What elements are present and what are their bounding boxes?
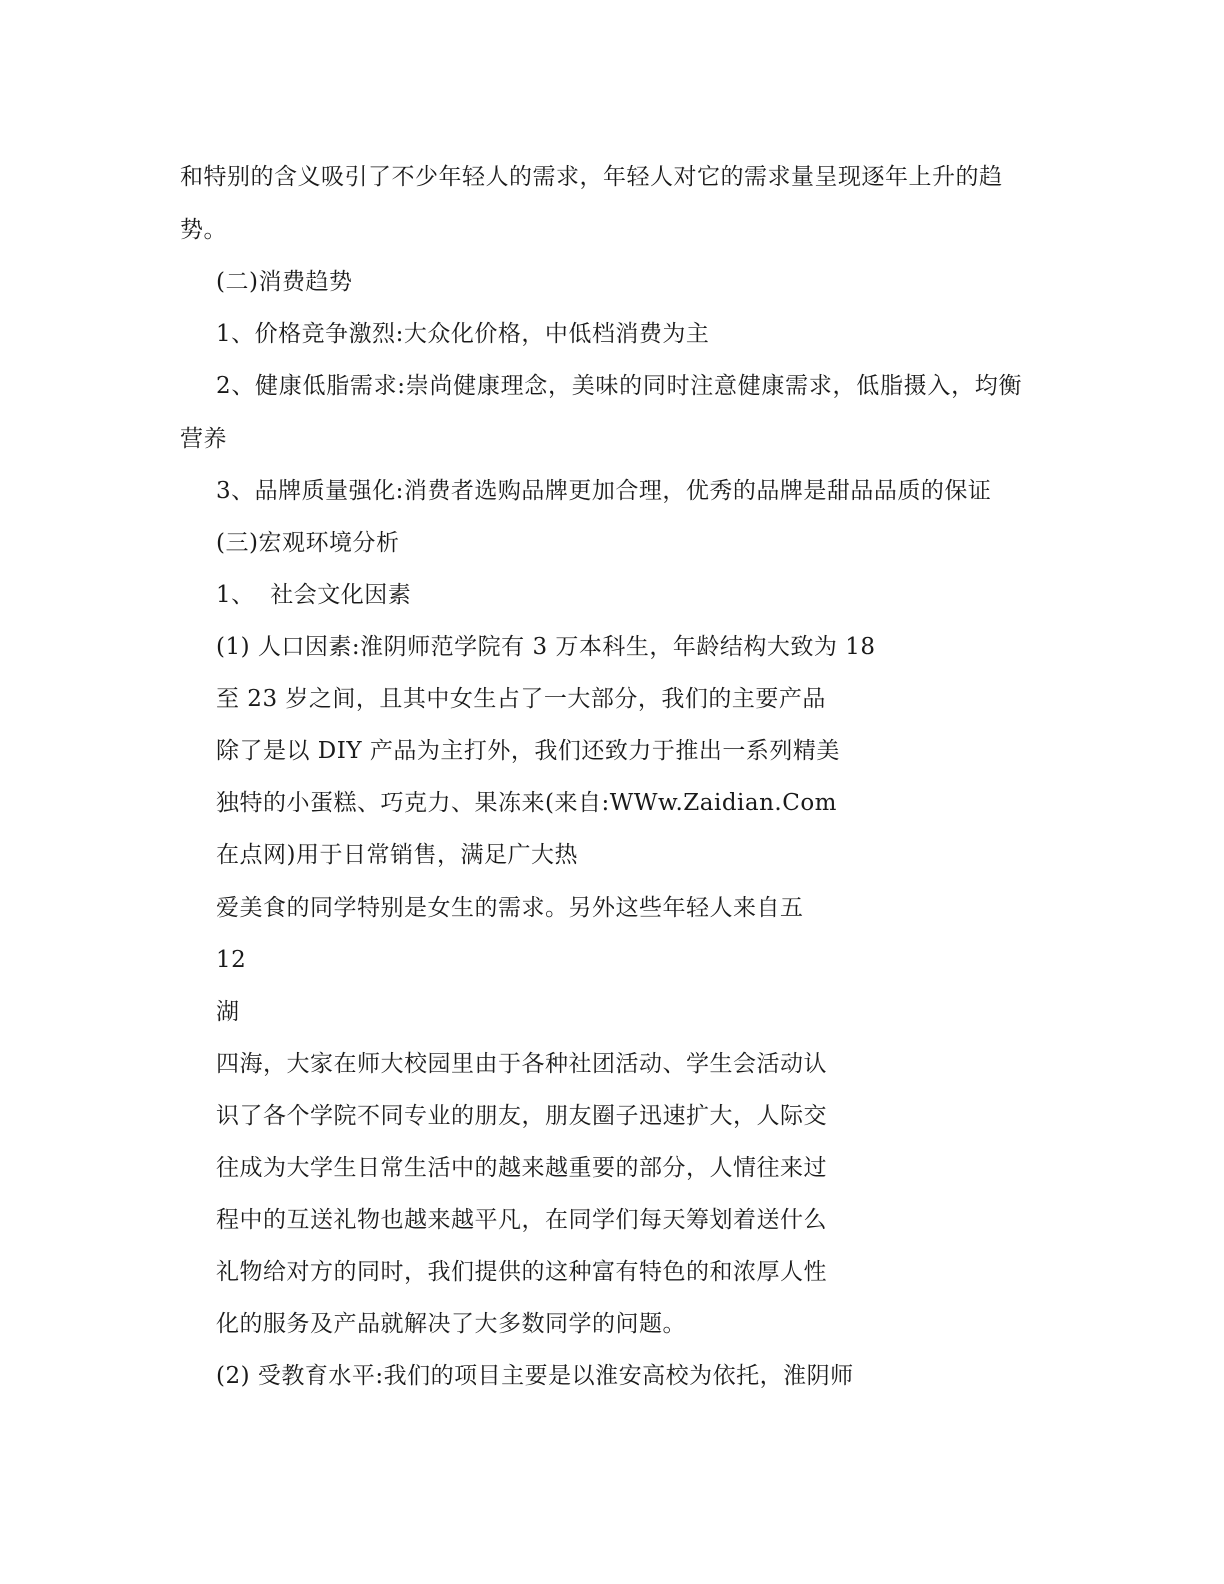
paragraph-line: 化的服务及产品就解决了大多数同学的问题。	[216, 1311, 686, 1337]
paragraph-line: 至 23 岁之间，且其中女生占了一大部分，我们的主要产品	[216, 686, 826, 712]
list-item	[216, 371, 1022, 401]
paragraph-line: 爱美食的同学特别是女生的需求。另外这些年轻人来自五	[216, 895, 804, 921]
line-text: 2、健康低脂需求:崇尚健康理念，美味的同时注意健康需求，低脂摄入，均衡	[216, 373, 1022, 399]
sub-heading: 1、 社会文化因素	[216, 582, 412, 608]
paragraph-line: 程中的互送礼物也越来越平凡，在同学们每天筹划着送什么	[216, 1207, 827, 1233]
paragraph-line: 往成为大学生日常生活中的越来越重要的部分，人情往来过	[216, 1155, 827, 1181]
paragraph-line: (1) 人口因素:淮阴师范学院有 3 万本科生，年龄结构大致为 18	[216, 634, 876, 660]
paragraph-line: 势。	[180, 217, 227, 243]
paragraph-line: 湖	[216, 999, 240, 1025]
paragraph-line	[180, 162, 1003, 192]
paragraph-line: 四海，大家在师大校园里由于各种社团活动、学生会活动认	[216, 1051, 827, 1077]
list-item: 1、价格竞争激烈:大众化价格，中低档消费为主	[216, 321, 710, 347]
paragraph-line: 礼物给对方的同时，我们提供的这种富有特色的和浓厚人性	[216, 1259, 827, 1285]
paragraph-line: 12	[216, 947, 247, 973]
paragraph-line: 除了是以 DIY 产品为主打外，我们还致力于推出一系列精美	[216, 738, 840, 764]
list-item: 3、品牌质量强化:消费者选购品牌更加合理，优秀的品牌是甜品品质的保证	[216, 478, 992, 504]
line-text: 和特别的含义吸引了不少年轻人的需求，年轻人对它的需求量呈现逐年上升的趋	[180, 164, 1003, 190]
paragraph-line: (2) 受教育水平:我们的项目主要是以淮安高校为依托，淮阴师	[216, 1363, 854, 1389]
paragraph-line: 营养	[180, 426, 227, 452]
paragraph-line: 独特的小蛋糕、巧克力、果冻来(来自:WWw.Zaidian.Com	[216, 790, 837, 816]
section-heading: (二)消费趋势	[216, 269, 353, 295]
section-heading: (三)宏观环境分析	[216, 530, 400, 556]
paragraph-line: 识了各个学院不同专业的朋友，朋友圈子迅速扩大，人际交	[216, 1103, 827, 1129]
paragraph-line: 在点网)用于日常销售，满足广大热	[216, 842, 578, 868]
